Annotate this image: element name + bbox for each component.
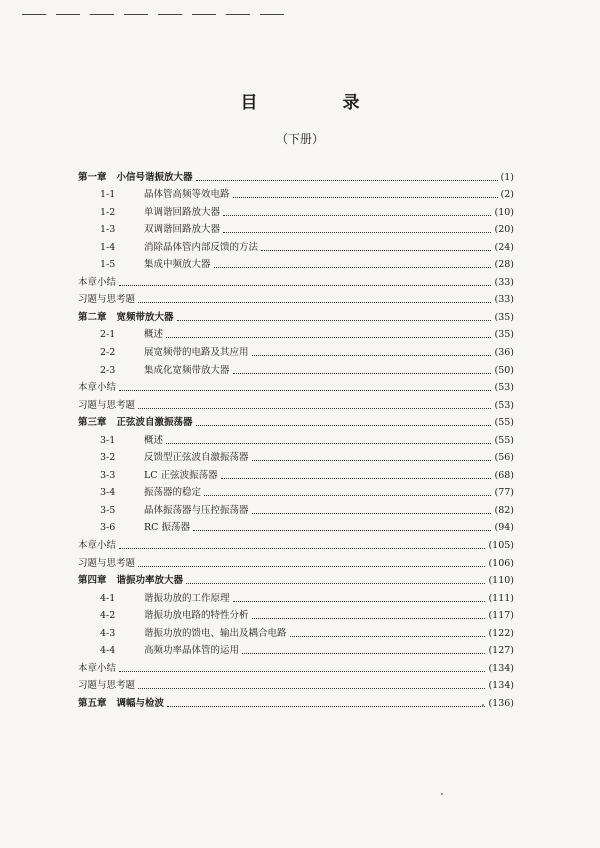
- toc-entry-chapter: [78, 306, 514, 324]
- toc-entry-page: (68): [494, 469, 514, 481]
- toc-entry-section: [78, 622, 514, 640]
- toc-entry-title: LC 正弦波振荡器: [144, 469, 218, 481]
- toc-entry-section: [78, 324, 514, 342]
- toc-entry-page: (56): [494, 452, 514, 464]
- toc-entry-title: 概述: [144, 434, 164, 446]
- toc-entry-page: (105): [488, 540, 514, 552]
- toc-entry-section: [78, 184, 514, 202]
- toc-entry-page: (53): [494, 399, 514, 411]
- toc-entry-plain: [78, 289, 514, 307]
- toc-entry-number: 4-3: [100, 627, 116, 639]
- dot-leader: [119, 548, 485, 549]
- toc-entry-page: (82): [494, 504, 514, 516]
- toc-entry-title: 谐振功率放大器: [116, 575, 184, 587]
- toc-entry-number: 第一章: [78, 171, 107, 183]
- toc-entry-plain: [78, 377, 514, 395]
- toc-entry-page: (1): [500, 171, 514, 183]
- dot-leader: [119, 390, 491, 391]
- toc-entry-section: [78, 429, 514, 447]
- toc-entry-section: [78, 605, 514, 623]
- toc-entry-page: (35): [494, 311, 514, 323]
- toc-entry-number: 2-1: [100, 329, 116, 341]
- scan-speck: [482, 704, 484, 706]
- toc-entry-chapter: [78, 570, 514, 588]
- toc-entry-title: 谐振功放电路的特性分析: [144, 610, 249, 622]
- toc-entry-chapter: [78, 166, 514, 184]
- toc-entry-title: 谐振功放的馈电、输出及耦合电路: [144, 627, 287, 639]
- toc-entry-page: (28): [494, 259, 514, 271]
- toc-entry-title: 单调谐回路放大器: [144, 206, 221, 218]
- dash: [192, 14, 216, 15]
- toc-entry-page: (122): [488, 627, 514, 639]
- dot-leader: [223, 232, 491, 233]
- table-of-contents: [78, 166, 514, 710]
- toc-entry-page: (33): [494, 294, 514, 306]
- dot-leader: [167, 706, 485, 707]
- toc-entry-page: (36): [494, 347, 514, 359]
- dot-leader: [193, 530, 492, 531]
- toc-entry-number: 3-3: [100, 469, 116, 481]
- toc-entry-number: 4-4: [100, 645, 116, 657]
- dot-leader: [233, 373, 492, 374]
- toc-entry-title: 习题与思考题: [78, 557, 136, 569]
- toc-entry-page: (50): [494, 364, 514, 376]
- toc-entry-page: (55): [494, 434, 514, 446]
- dot-leader: [119, 671, 485, 672]
- dot-leader: [252, 513, 492, 514]
- dash: [90, 14, 114, 15]
- toc-entry-number: 3-6: [100, 522, 116, 534]
- dot-leader: [252, 460, 492, 461]
- toc-entry-number: 1-5: [100, 259, 116, 271]
- toc-entry-plain: [78, 394, 514, 412]
- toc-entry-page: (55): [494, 417, 514, 429]
- dot-leader: [196, 180, 498, 181]
- dot-leader: [166, 443, 491, 444]
- toc-entry-title: 调幅与检波: [116, 697, 165, 709]
- toc-entry-section: [78, 359, 514, 377]
- toc-entry-section: [78, 499, 514, 517]
- toc-entry-title: 展宽频带的电路及其应用: [144, 347, 249, 359]
- toc-entry-page: (24): [494, 241, 514, 253]
- toc-entry-page: (35): [494, 329, 514, 341]
- toc-entry-page: (111): [488, 592, 514, 604]
- toc-entry-title: 本章小结: [78, 540, 117, 552]
- toc-entry-number: 4-2: [100, 610, 116, 622]
- dot-leader: [221, 478, 492, 479]
- toc-entry-title: 小信号谐振放大器: [116, 171, 193, 183]
- dot-leader: [233, 601, 486, 602]
- toc-entry-chapter: [78, 692, 514, 710]
- toc-entry-title: 集成化宽频带放大器: [144, 364, 230, 376]
- dot-leader: [252, 618, 486, 619]
- toc-entry-page: (134): [488, 680, 514, 692]
- dash: [260, 14, 284, 15]
- toc-entry-page: (53): [494, 382, 514, 394]
- dot-leader: [138, 408, 491, 409]
- dot-leader: [138, 566, 485, 567]
- toc-entry-section: [78, 201, 514, 219]
- toc-entry-title: 集成中频放大器: [144, 259, 211, 271]
- toc-entry-section: [78, 464, 514, 482]
- toc-entry-page: (20): [494, 224, 514, 236]
- toc-entry-page: (94): [494, 522, 514, 534]
- toc-entry-plain: [78, 534, 514, 552]
- toc-entry-page: (106): [488, 557, 514, 569]
- toc-entry-title: 谐振功放的工作原理: [144, 592, 230, 604]
- toc-entry-page: (33): [494, 276, 514, 288]
- dot-leader: [119, 285, 491, 286]
- toc-entry-number: 第三章: [78, 417, 107, 429]
- dot-leader: [204, 495, 491, 496]
- dot-leader: [214, 267, 492, 268]
- toc-entry-section: [78, 640, 514, 658]
- toc-entry-section: [78, 587, 514, 605]
- toc-entry-section: [78, 254, 514, 272]
- toc-entry-number: 1-2: [100, 206, 116, 218]
- toc-entry-title: 习题与思考题: [78, 680, 136, 692]
- toc-entry-section: [78, 236, 514, 254]
- toc-entry-title: 反馈型正弦波自激振荡器: [144, 452, 249, 464]
- toc-entry-title: 双调谐回路放大器: [144, 224, 221, 236]
- toc-entry-section: [78, 447, 514, 465]
- dash: [226, 14, 250, 15]
- toc-entry-number: 3-5: [100, 504, 116, 516]
- toc-entry-number: 1-4: [100, 241, 116, 253]
- toc-entry-number: 3-4: [100, 487, 116, 499]
- toc-entry-title: RC 振荡器: [144, 522, 190, 534]
- dash: [22, 14, 46, 15]
- toc-entry-section: [78, 341, 514, 359]
- toc-entry-number: 第四章: [78, 575, 107, 587]
- toc-entry-number: 第二章: [78, 311, 107, 323]
- toc-entry-page: (127): [488, 645, 514, 657]
- dot-leader: [242, 653, 485, 654]
- toc-entry-number: 4-1: [100, 592, 116, 604]
- dash: [158, 14, 182, 15]
- toc-entry-section: [78, 517, 514, 535]
- toc-entry-number: 2-2: [100, 347, 116, 359]
- toc-entry-number: 2-3: [100, 364, 116, 376]
- toc-entry-number: 1-3: [100, 224, 116, 236]
- toc-entry-plain: [78, 552, 514, 570]
- dot-leader: [223, 215, 491, 216]
- dash: [56, 14, 80, 15]
- toc-entry-plain: [78, 271, 514, 289]
- toc-entry-title: 正弦波自激振荡器: [116, 417, 193, 429]
- toc-entry-chapter: [78, 412, 514, 430]
- toc-entry-page: (136): [488, 697, 514, 709]
- dot-leader: [186, 583, 485, 584]
- toc-entry-title: 本章小结: [78, 382, 117, 394]
- dot-leader: [166, 337, 491, 338]
- toc-entry-number: 3-2: [100, 452, 116, 464]
- toc-entry-section: [78, 219, 514, 237]
- toc-entry-page: (2): [500, 189, 514, 201]
- toc-entry-plain: [78, 657, 514, 675]
- toc-entry-number: 3-1: [100, 434, 116, 446]
- scan-speck: [441, 793, 443, 795]
- toc-entry-number: 1-1: [100, 189, 116, 201]
- dot-leader: [138, 688, 485, 689]
- dot-leader: [177, 320, 492, 321]
- toc-entry-page: (77): [494, 487, 514, 499]
- dot-leader: [290, 636, 486, 637]
- toc-entry-title: 高频功率晶体管的运用: [144, 645, 240, 657]
- dash: [124, 14, 148, 15]
- dot-leader: [261, 250, 491, 251]
- toc-entry-number: 第五章: [78, 697, 107, 709]
- toc-entry-title: 晶体管高频等效电路: [144, 189, 230, 201]
- toc-entry-section: [78, 482, 514, 500]
- dot-leader: [196, 425, 492, 426]
- toc-entry-plain: [78, 675, 514, 693]
- toc-entry-page: (10): [494, 206, 514, 218]
- toc-entry-title: 振荡器的稳定: [144, 487, 202, 499]
- toc-entry-title: 本章小结: [78, 276, 117, 288]
- dot-leader: [252, 355, 492, 356]
- page-title: 目 录: [240, 93, 394, 113]
- dot-leader: [138, 302, 491, 303]
- toc-entry-page: (110): [488, 575, 514, 587]
- toc-entry-title: 本章小结: [78, 662, 117, 674]
- dot-leader: [233, 197, 498, 198]
- toc-entry-title: 习题与思考题: [78, 399, 136, 411]
- toc-entry-title: 概述: [144, 329, 164, 341]
- toc-entry-page: (117): [488, 610, 514, 622]
- toc-entry-title: 消除晶体管内部反馈的方法: [144, 241, 259, 253]
- toc-entry-page: (134): [488, 662, 514, 674]
- toc-entry-title: 宽频带放大器: [116, 311, 174, 323]
- top-dash-rule: [22, 14, 284, 15]
- page-subtitle: （下册）: [275, 132, 324, 146]
- toc-entry-title: 习题与思考题: [78, 294, 136, 306]
- toc-entry-title: 晶体振荡器与压控振荡器: [144, 504, 249, 516]
